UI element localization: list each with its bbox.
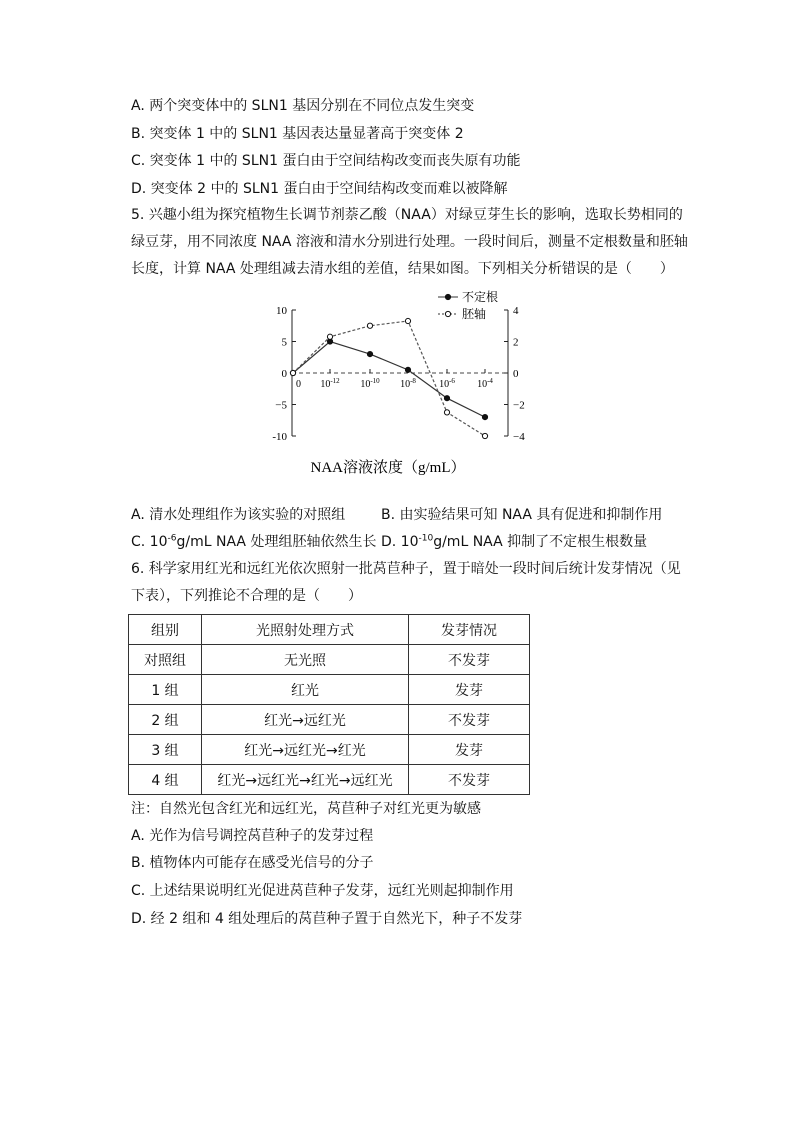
q6-table <box>128 614 530 795</box>
y-right-tick-label: −4 <box>513 431 525 443</box>
table-cell: 4 组 <box>129 765 202 795</box>
q5-options-row-1 <box>131 505 663 525</box>
q5-stem: 5. 兴趣小组为探究植物生长调节剂萘乙酸（NAA）对绿豆芽生长的影响，选取长势相同的绿豆芽，用不同浓度 NAA 溶液和清水分别进行处理。一段时间后，测量不定根数量和胚轴长度，计算 NAA 处理组减去清水组的差值，结果如图。下列相关分析错误的是（ ） <box>131 207 688 277</box>
x-tick-label: $10^{-6}$ <box>439 377 455 390</box>
y-right-tick-label: 2 <box>513 336 519 349</box>
q4-option-b: B. 突变体 1 中的 SLN1 基因表达量显著高于突变体 2 <box>131 126 464 142</box>
x-tick-label: $10^{-10}$ <box>360 377 380 390</box>
x-tick-label: $10^{-4}$ <box>477 377 493 390</box>
table-cell: 红光 <box>202 675 409 705</box>
table-cell: 无光照 <box>202 645 409 675</box>
y-left-tick-label: -10 <box>272 431 287 443</box>
y-left-tick-label: 5 <box>281 336 287 349</box>
data-point <box>367 352 372 357</box>
y-right-tick-label: 4 <box>513 305 519 317</box>
q6-option-a: A. 光作为信号调控莴苣种子的发芽过程 <box>131 828 374 844</box>
data-point <box>405 318 410 323</box>
q5-option-c: C. $10^{-6}g/mL$ NAA 处理组胚轴依然生长 <box>131 533 377 550</box>
legend-marker <box>445 311 450 316</box>
table-cell: 发芽 <box>409 735 530 765</box>
data-point <box>444 410 449 415</box>
data-point <box>482 433 487 438</box>
table-row <box>129 675 530 705</box>
data-point <box>482 415 487 420</box>
table-row <box>129 735 530 765</box>
table-header-cell: 光照射处理方式 <box>202 615 409 645</box>
q6-option-b: B. 植物体内可能存在感受光信号的分子 <box>131 855 374 871</box>
table-cell: 2 组 <box>129 705 202 735</box>
data-point <box>327 334 332 339</box>
table-cell: 3 组 <box>129 735 202 765</box>
legend-label: 胚轴 <box>462 307 487 321</box>
y-left-tick-label: 0 <box>281 368 287 380</box>
y-right-tick-label: 0 <box>513 368 519 380</box>
data-point <box>444 396 449 401</box>
x-tick-label: 0 <box>296 379 301 390</box>
table-cell: 1 组 <box>129 675 202 705</box>
legend-marker <box>445 294 450 299</box>
x-axis-label: NAA溶液浓度（g/mL） <box>310 460 466 476</box>
table-row <box>129 645 530 675</box>
table-row <box>129 765 530 795</box>
q6-stem: 6. 科学家用红光和远红光依次照射一批莴苣种子，置于暗处一段时间后统计发芽情况（见下表），下列推论不合理的是（ ） <box>131 561 681 604</box>
table-row <box>129 705 530 735</box>
q4-option-d: D. 突变体 2 中的 SLN1 蛋白由于空间结构改变而难以被降解 <box>131 181 508 197</box>
table-header-cell: 组别 <box>129 615 202 645</box>
y-left-tick-label: 10 <box>276 305 287 317</box>
data-point <box>290 370 295 375</box>
y-left-tick-label: −5 <box>275 399 287 412</box>
table-cell: 发芽 <box>409 675 530 705</box>
table-cell: 不发芽 <box>409 645 530 675</box>
q6-note: 注：自然光包含红光和远红光，莴苣种子对红光更为敏感 <box>131 801 481 817</box>
y-right-tick-label: −2 <box>513 399 525 412</box>
data-point <box>367 323 372 328</box>
data-point <box>405 367 410 372</box>
q6-option-d: D. 经 2 组和 4 组处理后的莴苣种子置于自然光下，种子不发芽 <box>131 911 523 927</box>
table-cell: 红光→远红光 <box>202 705 409 735</box>
x-tick-label: $10^{-12}$ <box>320 377 340 390</box>
table-header-cell: 发芽情况 <box>409 615 530 645</box>
table-cell: 不发芽 <box>409 705 530 735</box>
q5-option-d: D. $10^{-10}g/mL$ NAA 抑制了不定根生根数量 <box>381 533 648 550</box>
q5-option-b: B. 由实验结果可知 NAA 具有促进和抑制作用 <box>381 507 663 523</box>
table-cell: 不发芽 <box>409 765 530 795</box>
table-cell: 红光→远红光→红光→远红光 <box>202 765 409 795</box>
table-cell: 红光→远红光→红光 <box>202 735 409 765</box>
legend-label: 不定根 <box>462 290 499 304</box>
table-header-row <box>129 615 530 645</box>
q5-option-a: A. 清水处理组作为该实验的对照组 <box>131 507 346 523</box>
q5-options-row-2 <box>131 532 648 552</box>
q4-option-a: A. 两个突变体中的 SLN1 基因分别在不同位点发生突变 <box>131 98 475 114</box>
table-cell: 对照组 <box>129 645 202 675</box>
naa-line-chart <box>255 288 525 488</box>
x-tick-label: $10^{-8}$ <box>400 377 416 390</box>
q4-option-c: C. 突变体 1 中的 SLN1 蛋白由于空间结构改变而丧失原有功能 <box>131 153 521 169</box>
q6-option-c: C. 上述结果说明红光促进莴苣种子发芽，远红光则起抑制作用 <box>131 883 514 899</box>
